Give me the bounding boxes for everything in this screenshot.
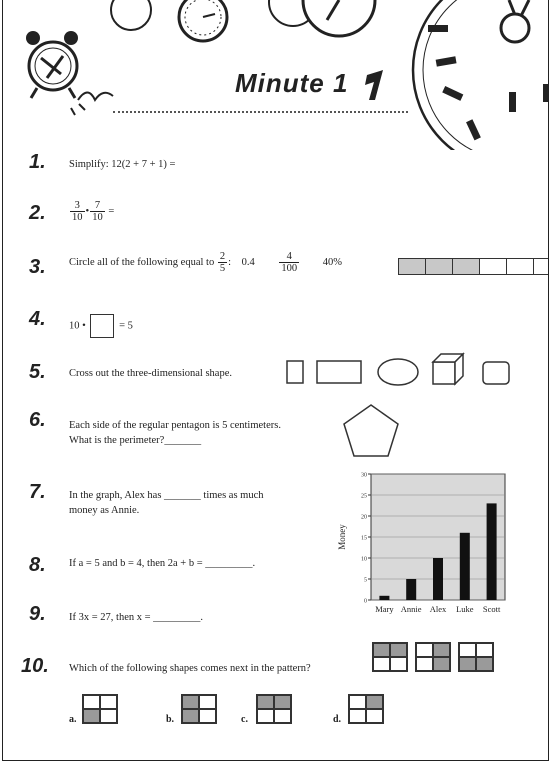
x-tick-label: Scott [482,604,501,614]
question-6-line-2: What is the perimeter?_______ [69,435,202,446]
y-tick-label: 5 [364,577,367,584]
title-divider [113,111,408,113]
option-decimal: 0.4 [241,256,255,268]
bar-luke [460,533,470,600]
question-2-expression: $\frac{3}{10}$ • $\frac{7}{10}$ = [72,200,115,223]
option-a-shape[interactable] [82,694,118,724]
y-tick-label: 25 [361,493,367,500]
option-d-label: d. [333,714,342,725]
bar-annie [406,579,416,600]
wall-clock-icon [413,0,549,150]
x-tick-label: Luke [456,604,474,614]
fraction-bar [398,258,549,275]
pattern-shape-3 [458,642,494,672]
question-10-text: Which of the following shapes comes next in the pattern? [69,663,311,674]
fraction-2-5: $\frac{2}{5}$ [219,251,226,274]
fraction-bar-cell [480,259,507,274]
question-number-6: 6. [29,409,46,431]
question-5-text: Cross out the three-dimensional shape. [69,368,233,379]
question-number-9: 9. [29,603,46,625]
x-tick-label: Mary [375,604,394,614]
question-6-line-1: Each side of the regular pentagon is 5 centimeters. [69,420,281,431]
option-b-shape[interactable] [181,694,217,724]
question-number-10: 10. [21,655,49,677]
fraction-3-10: $\frac{3}{10}$ [72,200,83,223]
small-clock-icon [111,0,375,41]
question-9-text: If 3x = 27, then x = _________. [69,612,204,623]
page-title: Minute 1 [235,68,349,98]
ellipse-shape [378,359,418,385]
question-number-1: 1. [29,151,46,173]
y-tick-label: 15 [361,535,367,542]
question-number-8: 8. [29,554,46,576]
option-a-label: a. [69,714,77,725]
fraction-bar-cell [399,259,426,274]
question-number-3: 3. [29,256,46,278]
blank-box[interactable] [90,314,114,338]
question-7-text [69,488,264,518]
y-axis-label: Money [337,524,347,550]
pentagon-shape [341,402,401,460]
option-d-shape[interactable] [348,694,384,724]
alarm-clock-icon [26,31,113,115]
bar-scott [487,503,497,600]
question-8-text: If a = 5 and b = 4, then 2a + b = _________. [69,558,256,569]
question-7-line-1: In the graph, Alex has _______ times as much [69,490,264,501]
pattern-shape-1 [372,642,408,672]
question-6-text [69,418,281,448]
y-tick-label: 20 [361,514,367,521]
fraction-bar-cell [507,259,534,274]
question-number-4: 4. [29,308,46,330]
square-shape [287,361,303,383]
question-1-text: Simplify: 12(2 + 7 + 1) = [69,159,176,170]
rounded-square-shape [483,362,509,384]
pattern-shape-2 [415,642,451,672]
rectangle-shape [317,361,361,383]
fraction-bar-cell [453,259,480,274]
fraction-bar-cell [534,259,549,274]
option-percent: 40% [322,256,343,268]
shapes-row [283,350,518,390]
question-number-2: 2. [29,202,46,224]
fraction-7-10: $\frac{7}{10}$ [92,200,103,223]
bar-alex [433,558,443,600]
option-c-shape[interactable] [256,694,292,724]
fraction-bar-cell [426,259,453,274]
title-underline-icon [365,70,383,100]
money-bar-chart [333,466,513,626]
question-number-5: 5. [29,361,46,383]
cube-shape [433,354,463,384]
option-c-label: c. [241,714,248,725]
x-tick-label: Alex [429,604,447,614]
question-3-text: Circle all of the following equal to $\frac{2}{5}$ : 0.4 $\frac{4}{100}$ 40% [69,251,343,274]
y-tick-label: 30 [361,472,367,479]
bar-mary [379,596,389,600]
option-fraction: $\frac{4}{100}$ [281,251,298,274]
option-b-label: b. [166,714,175,725]
x-tick-label: Annie [400,604,422,614]
question-number-7: 7. [29,481,46,503]
y-tick-label: 10 [361,556,367,563]
y-tick-label: 0 [364,598,367,605]
worksheet [2,0,549,761]
question-4-expression: 10 • = 5 [69,314,133,338]
question-7-line-2: money as Annie. [69,505,140,516]
